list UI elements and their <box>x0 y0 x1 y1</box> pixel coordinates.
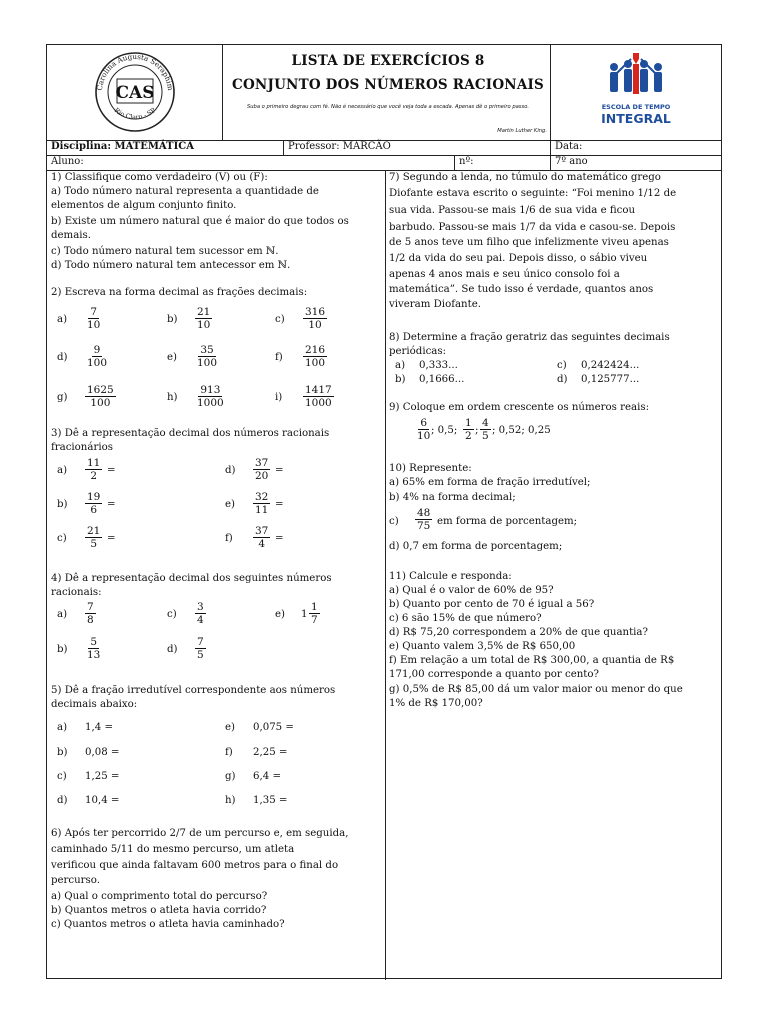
numerator: 216 <box>305 344 326 356</box>
q3-item-label: a) <box>57 465 68 476</box>
q5-item-label: g) <box>225 771 236 782</box>
numerator: 7 <box>90 306 98 318</box>
q9-title: 9) Coloque em ordem crescente os números reais: <box>389 402 650 413</box>
teacher-field: Professor: MARCÃO <box>283 140 550 155</box>
q8-item-value: 0,242424... <box>581 360 640 371</box>
q4-item-label: d) <box>167 644 178 655</box>
fraction <box>85 306 102 331</box>
fraction <box>309 601 320 626</box>
fraction <box>195 306 212 331</box>
q3-item-label: d) <box>225 465 236 476</box>
whole-part: 1 <box>301 609 308 620</box>
svg-text:ESCOLA DE TEMPO: ESCOLA DE TEMPO <box>601 103 671 111</box>
quote-author: Martin Luther King. <box>497 128 547 134</box>
student-number-field[interactable]: nº: <box>454 155 550 170</box>
q10-item-c-label: c) <box>389 516 399 527</box>
q7-line: matemática”. Se tudo isso é verdade, quantos anos <box>389 284 654 295</box>
numerator: 3 <box>197 601 204 613</box>
fraction <box>195 384 226 409</box>
q11-line: d) R$ 75,20 correspondem a 20% de que quantia? <box>389 627 648 638</box>
q6-line: c) Quantos metros o atleta havia caminhado? <box>51 919 285 930</box>
q5-item-label: h) <box>225 795 236 806</box>
column-divider <box>385 171 386 980</box>
q1-title: 1) Classifique como verdadeiro (V) ou (F): <box>51 172 268 183</box>
numerator: 1 <box>465 417 472 429</box>
numerator: 4 <box>482 417 489 429</box>
denominator: 10 <box>197 319 211 331</box>
q11-line: c) 6 são 15% de que número? <box>389 613 542 624</box>
numerator: 21 <box>197 306 211 318</box>
q4-title-cont: racionais: <box>51 587 102 598</box>
q3-title-cont: fracionários <box>51 442 113 453</box>
worksheet <box>46 44 722 979</box>
denominator: 1000 <box>305 397 332 409</box>
fraction <box>253 457 270 482</box>
q10-item-d: d) 0,7 em forma de porcentagem; <box>389 541 563 552</box>
date-field[interactable]: Data: <box>550 140 722 155</box>
q5-title: 5) Dê a fração irredutível correspondente aos números <box>51 685 336 696</box>
q2-item-label: h) <box>167 392 178 403</box>
q2-item-label: c) <box>275 314 285 325</box>
q4-item-label: b) <box>57 644 68 655</box>
fraction <box>303 344 327 369</box>
q8-item-label: c) <box>557 360 567 371</box>
fraction <box>85 344 109 369</box>
list-subtitle: CONJUNTO DOS NÚMEROS RACIONAIS <box>232 77 544 93</box>
denominator: 13 <box>87 649 101 661</box>
numerator: 1417 <box>305 384 332 396</box>
q2-item-label: e) <box>167 352 178 363</box>
numerator: 11 <box>87 457 101 469</box>
q6-line: b) Quantos metros o atleta havia corrido? <box>51 905 267 916</box>
denominator: 1000 <box>197 397 224 409</box>
fraction <box>85 457 102 482</box>
q5-item-value: 2,25 = <box>253 747 288 758</box>
q6-line: percurso. <box>51 875 100 886</box>
denominator: 2 <box>465 430 472 442</box>
fraction <box>85 601 96 626</box>
q10-item-a: a) 65% em forma de fração irredutível; <box>389 477 591 488</box>
q2-item-label: d) <box>57 352 68 363</box>
numerator: 913 <box>200 384 221 396</box>
denominator: 75 <box>417 520 431 532</box>
q8-item-label: a) <box>395 360 406 371</box>
q10-fraction <box>415 507 432 532</box>
q4-item-label: a) <box>57 609 68 620</box>
q1-item: elementos de algum conjunto finito. <box>51 200 237 211</box>
denominator: 5 <box>482 430 489 442</box>
q5-item-label: d) <box>57 795 68 806</box>
fraction <box>195 601 206 626</box>
q11-line: a) Qual é o valor de 60% de 95? <box>389 585 554 596</box>
q11-line: f) Em relação a um total de R$ 300,00, a quantia de R$ <box>389 655 675 666</box>
fraction <box>253 525 270 550</box>
q4-item-label: c) <box>167 609 177 620</box>
equals-sign: = <box>107 499 116 510</box>
q7-line: Diofante estava escrito o seguinte: “Foi menino 1/12 de <box>389 188 677 199</box>
info-row-2 <box>47 155 721 171</box>
fraction <box>85 384 116 409</box>
denominator: 4 <box>258 538 266 550</box>
school-logo <box>47 45 223 140</box>
people-pencil-icon <box>551 45 721 140</box>
fraction <box>463 417 474 442</box>
q4-item-label: e) <box>275 609 286 620</box>
q2-item-label: i) <box>275 392 283 403</box>
numerator: 19 <box>87 491 101 503</box>
q5-item-value: 6,4 = <box>253 771 281 782</box>
denominator: 6 <box>90 504 98 516</box>
header-title-block <box>223 45 553 140</box>
denominator: 10 <box>417 430 431 442</box>
denominator: 8 <box>87 614 94 626</box>
numerator: 7 <box>197 636 204 648</box>
denominator: 100 <box>90 397 111 409</box>
q1-item: a) Todo número natural representa a quantidade de <box>51 186 319 197</box>
q3-title: 3) Dê a representação decimal dos números racionais <box>51 428 330 439</box>
equals-sign: = <box>107 465 116 476</box>
q8-item-value: 0,1666... <box>419 374 465 385</box>
fraction <box>85 525 102 550</box>
q11-line: g) 0,5% de R$ 85,00 dá um valor maior ou menor do que <box>389 684 683 695</box>
q5-item-label: a) <box>57 722 68 733</box>
denominator: 10 <box>308 319 322 331</box>
numerator: 316 <box>305 306 326 318</box>
fraction <box>85 491 102 516</box>
denominator: 5 <box>90 538 98 550</box>
fraction <box>85 636 102 661</box>
header <box>47 45 721 141</box>
q7-line: viveram Diofante. <box>389 299 481 310</box>
q7-line: barbudo. Passou-se mais 1/7 da vida e casou-se. Depois <box>389 222 676 233</box>
q5-item-value: 0,075 = <box>253 722 294 733</box>
q8-item-label: d) <box>557 374 568 385</box>
q2-item-label: a) <box>57 314 68 325</box>
denominator: 7 <box>311 614 318 626</box>
fraction <box>303 384 334 409</box>
q9-sep: ; <box>475 425 479 436</box>
denominator: 100 <box>197 357 218 369</box>
numerator: 35 <box>200 344 214 356</box>
q11-line: 11) Calcule e responda: <box>389 571 512 582</box>
denominator: 2 <box>90 470 98 482</box>
q11-line: e) Quanto valem 3,5% de R$ 650,00 <box>389 641 576 652</box>
q3-item-label: f) <box>225 533 233 544</box>
q5-item-label: c) <box>57 771 67 782</box>
q5-item-label: b) <box>57 747 68 758</box>
denominator: 11 <box>255 504 269 516</box>
svg-text:INTEGRAL: INTEGRAL <box>601 111 671 126</box>
student-name-field[interactable]: Aluno: <box>51 156 84 167</box>
q8-item-value: 0,333... <box>419 360 458 371</box>
svg-text:CAS: CAS <box>115 83 155 103</box>
q6-line: 6) Após ter percorrido 2/7 de um percurso e, em seguida, <box>51 828 349 839</box>
equals-sign: = <box>107 533 116 544</box>
numerator: 6 <box>420 417 428 429</box>
fraction <box>195 636 206 661</box>
q3-item-label: e) <box>225 499 236 510</box>
numerator: 1 <box>311 601 318 613</box>
fraction <box>480 417 491 442</box>
cas-seal-logo <box>47 45 222 140</box>
list-title: LISTA DE EXERCÍCIOS 8 <box>291 53 485 69</box>
numerator: 9 <box>93 344 101 356</box>
motivational-quote: Suba o primeiro degrau com fé. Não é necessário que você veja toda a escada. Apenas dê o primeiro passo. <box>246 104 530 110</box>
q5-item-value: 1,35 = <box>253 795 288 806</box>
q5-item-label: e) <box>225 722 236 733</box>
fraction <box>253 491 270 516</box>
denominator: 10 <box>87 319 101 331</box>
q6-line: a) Qual o comprimento total do percurso? <box>51 891 268 902</box>
q3-item-label: c) <box>57 533 67 544</box>
q7-line: de 5 anos teve um filho que infelizmente viveu apenas <box>389 237 669 248</box>
denominator: 20 <box>255 470 269 482</box>
numerator: 37 <box>255 457 269 469</box>
denominator: 4 <box>197 614 204 626</box>
q11-line: 171,00 corresponde a quanto por cento? <box>389 669 599 680</box>
q7-line: apenas 4 anos mais e seu único consolo foi a <box>389 269 620 280</box>
q2-title: 2) Escreva na forma decimal as frações decimais: <box>51 287 308 298</box>
q8-item-label: b) <box>395 374 406 385</box>
q5-item-value: 0,08 = <box>85 747 120 758</box>
q6-line: caminhado 5/11 do mesmo percurso, um atleta <box>51 844 295 855</box>
denominator: 5 <box>197 649 204 661</box>
q11-line: b) Quanto por cento de 70 é igual a 56? <box>389 599 595 610</box>
q2-item-label: g) <box>57 392 68 403</box>
svg-text:Rio Claro - SP: Rio Claro - SP <box>112 106 158 122</box>
q7-line: 7) Segundo a lenda, no túmulo do matemático grego <box>389 172 661 183</box>
denominator: 100 <box>87 357 108 369</box>
q1-item: c) Todo número natural tem sucessor em ℕ. <box>51 246 279 257</box>
discipline-field: Disciplina: MATEMÁTICA <box>51 141 194 152</box>
q3-item-label: b) <box>57 499 68 510</box>
q8-title: 8) Determine a fração geratriz das seguintes decimais <box>389 332 670 343</box>
q1-item: demais. <box>51 230 92 241</box>
q2-item-label: f) <box>275 352 283 363</box>
numerator: 32 <box>255 491 269 503</box>
q6-line: verificou que ainda faltavam 600 metros para o final do <box>51 860 339 871</box>
q5-item-value: 1,25 = <box>85 771 120 782</box>
q7-line: sua vida. Passou-se mais 1/6 de sua vida e ficou <box>389 205 636 216</box>
numerator: 21 <box>87 525 101 537</box>
fraction <box>195 344 219 369</box>
q8-title-cont: periódicas: <box>389 346 447 357</box>
equals-sign: = <box>275 533 284 544</box>
q7-line: 1/2 da vida do seu pai. Depois disso, o sábio viveu <box>389 253 648 264</box>
q1-item: d) Todo número natural tem antecessor em ℕ. <box>51 260 291 271</box>
numerator: 1625 <box>87 384 114 396</box>
q4-title: 4) Dê a representação decimal dos seguintes números <box>51 573 332 584</box>
q11-line: 1% de R$ 170,00? <box>389 698 483 709</box>
q8-item-value: 0,125777... <box>581 374 640 385</box>
equals-sign: = <box>275 465 284 476</box>
q5-item-label: f) <box>225 747 233 758</box>
q9-sep: ; 0,5; <box>431 425 458 436</box>
q1-item: b) Existe um número natural que é maior do que todos os <box>51 216 349 227</box>
q10-title: 10) Represente: <box>389 463 472 474</box>
q9-tail: ; 0,52; 0,25 <box>492 425 551 436</box>
q5-title-cont: decimais abaixo: <box>51 699 138 710</box>
grade-field: 7º ano <box>550 155 722 170</box>
equals-sign: = <box>275 499 284 510</box>
svg-text:Carolina Augusta Seraphim: Carolina Augusta Seraphim <box>94 51 176 92</box>
q2-item-label: b) <box>167 314 178 325</box>
q5-item-value: 1,4 = <box>85 722 113 733</box>
fraction <box>303 306 327 331</box>
numerator: 48 <box>417 507 431 519</box>
integral-school-logo <box>550 45 721 140</box>
info-row-1 <box>47 140 721 156</box>
denominator: 100 <box>305 357 326 369</box>
numerator: 37 <box>255 525 269 537</box>
fraction <box>415 417 432 442</box>
q10-item-c-text: em forma de porcentagem; <box>437 516 578 527</box>
numerator: 7 <box>87 601 94 613</box>
numerator: 5 <box>90 636 98 648</box>
q5-item-value: 10,4 = <box>85 795 120 806</box>
q10-item-b: b) 4% na forma decimal; <box>389 492 516 503</box>
